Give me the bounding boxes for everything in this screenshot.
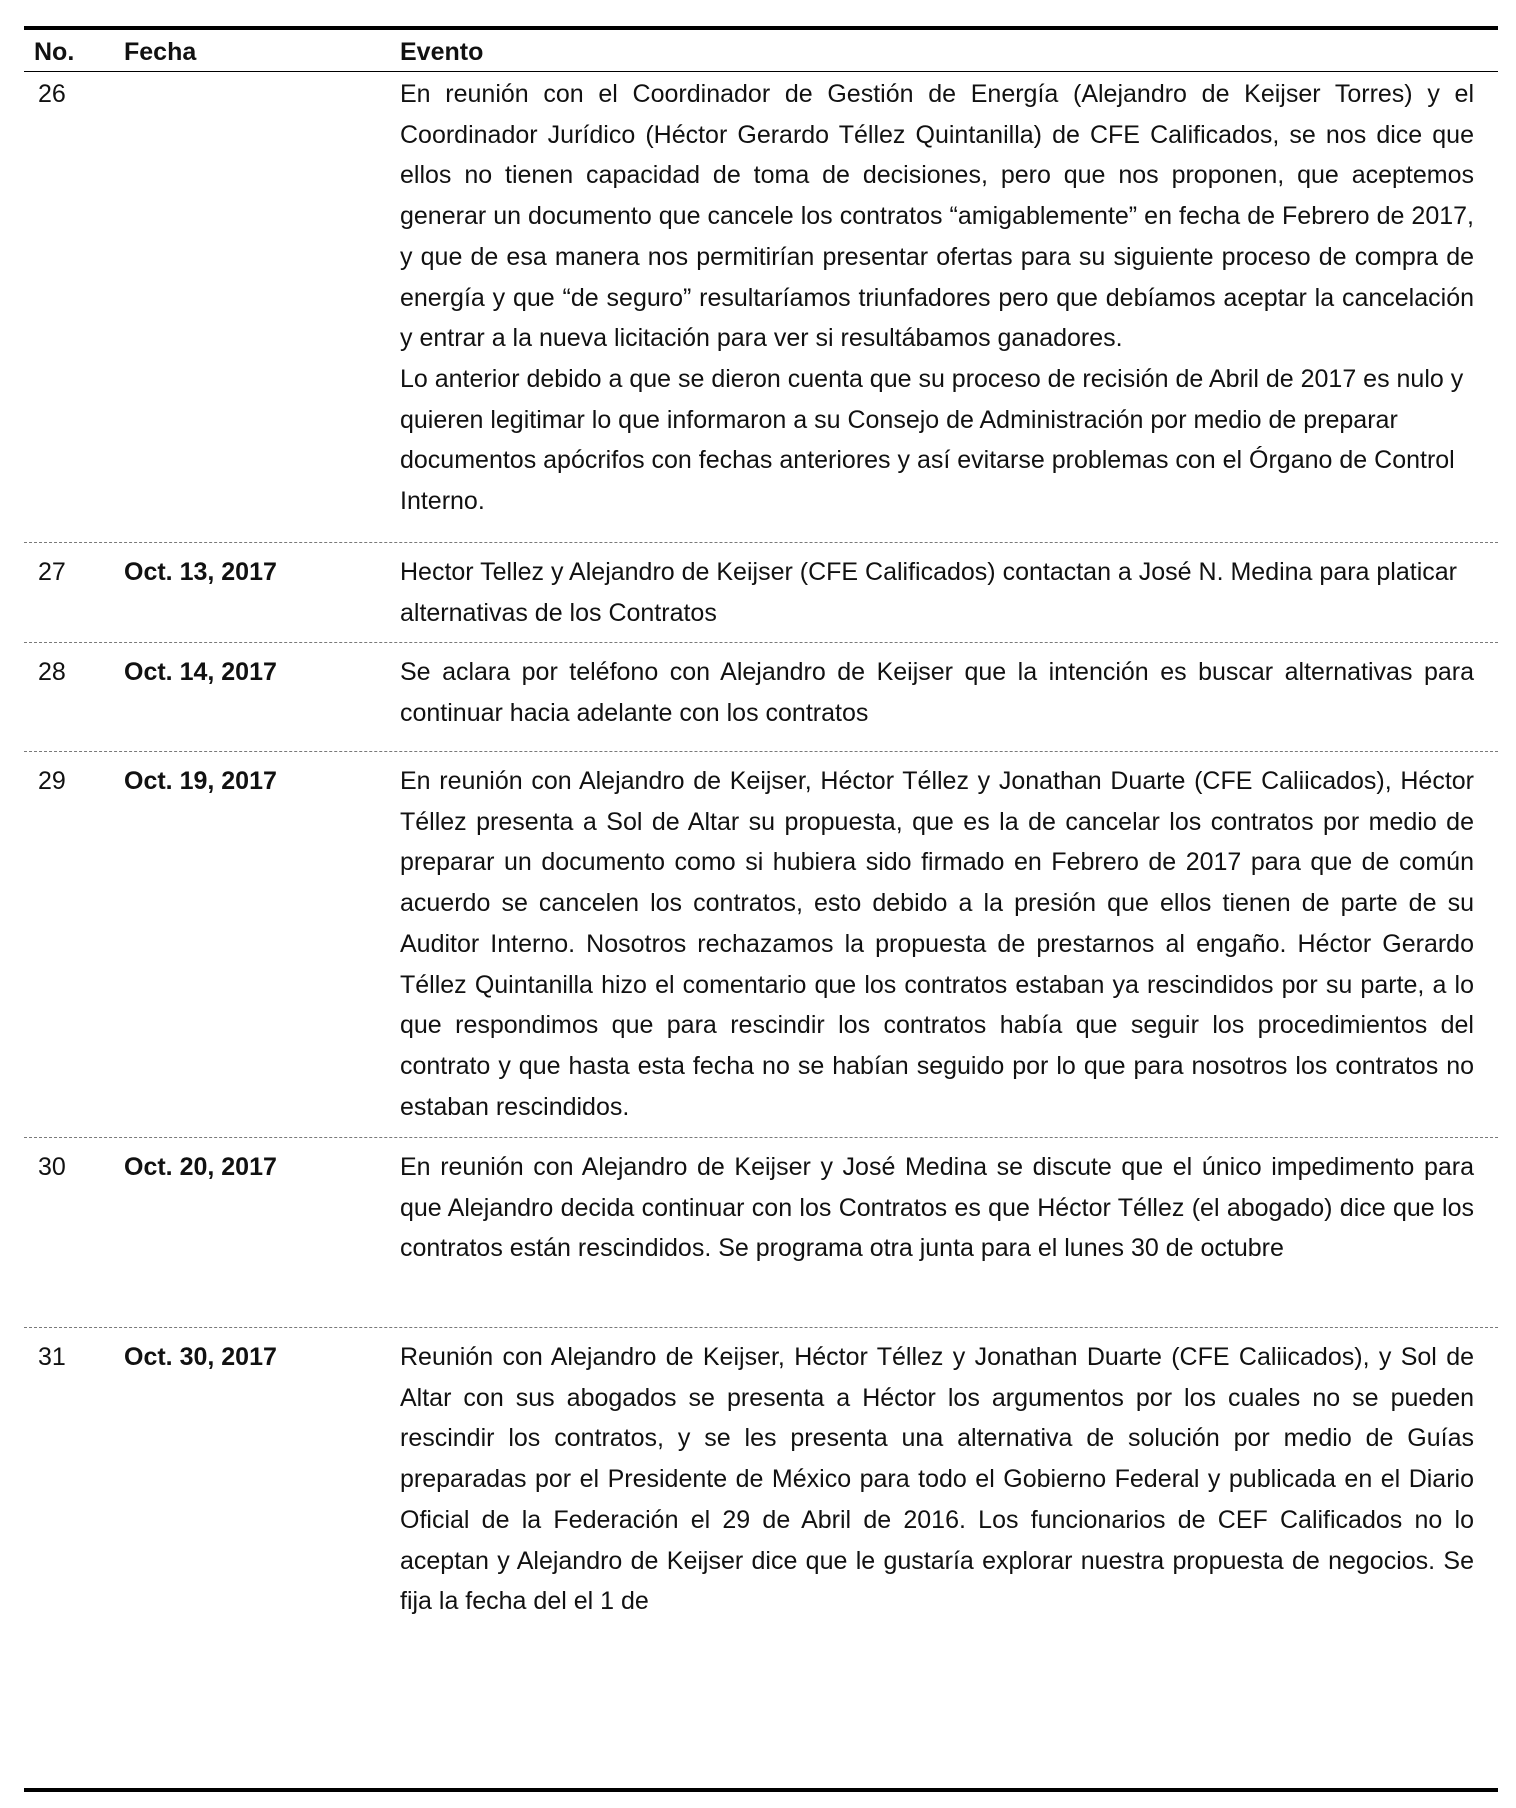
row-date: Oct. 19, 2017 [124,767,277,795]
row-event [356,552,1498,633]
header-fecha: Fecha [124,38,197,66]
event-paragraph: En reunión con Alejandro de Keijser y José Medina se discute que el único impedimento para que Alejandro decida continuar con los Contratos es que Héctor Téllez (el abogado) dice que los contratos están rescindidos. Se programa otra junta para el lunes 30 de octubre [400,1153,1474,1263]
table-row [24,72,1498,542]
event-paragraph: Lo anterior debido a que se dieron cuenta que su proceso de recisión de Abril de 2017 es nulo y quieren legitimar lo que informaron a su Consejo de Administración por medio de preparar documentos apócrifos con fechas anteriores y así evitarse problemas con el Órgano de Control Interno. [400,364,1464,516]
event-paragraph: Reunión con Alejandro de Keijser, Héctor Téllez y Jonathan Duarte (CFE Caliicados), y Sol de Altar con sus abogados se presenta a Héctor los argumentos por los cuales no se pueden rescindir los contratos, y se les presenta una alternativa de solución por medio de Guías preparadas por el Presidente de México para todo el Gobierno Federal y publicada en el Diario Oficial de la Federación el 29 de Abril de 2016. Los funcionarios de CEF Calificados no lo aceptan y Alejandro de Keijser dice que le gustaría explorar nuestra propuesta de negocios. Se fija la fecha del el 1 de [400,1343,1474,1616]
row-date: Oct. 13, 2017 [124,558,277,586]
row-date: Oct. 14, 2017 [124,658,277,686]
row-event [356,1147,1498,1269]
table-row [24,751,1498,1137]
event-paragraph: En reunión con el Coordinador de Gestión de Energía (Alejandro de Keijser Torres) y el Coordinador Jurídico (Héctor Gerardo Téllez Quintanilla) de CFE Calificados, se nos dice que ellos no tienen capacidad de toma de decisiones, pero que nos proponen, que aceptemos generar un documento que cancele los contratos “amigablemente” en fecha de Febrero de 2017, y que de esa manera nos permitirían presentar ofertas para su siguiente proceso de compra de energía y que “de seguro” resultaríamos triunfadores pero que debíamos aceptar la cancelación y entrar a la nueva licitación para ver si resultábamos ganadores. [400,80,1474,353]
header-evento: Evento [400,38,484,66]
row-number: 26 [38,80,66,108]
table-row [24,542,1498,642]
row-date: Oct. 30, 2017 [124,1343,277,1371]
row-event [356,761,1498,1127]
table-bottom-rule [24,1788,1498,1792]
row-event [356,74,1498,522]
row-number: 29 [38,767,66,795]
row-number: 30 [38,1153,66,1181]
row-number: 28 [38,658,66,686]
events-table [24,26,1498,1627]
event-paragraph: Se aclara por teléfono con Alejandro de Keijser que la intención es buscar alternativas para continuar hacia adelante con los contratos [400,658,1474,727]
row-number: 31 [38,1343,66,1371]
table-header [24,33,1498,72]
row-date: Oct. 20, 2017 [124,1153,277,1181]
table-row [24,1327,1498,1627]
row-number: 27 [38,558,66,586]
table-top-rule [24,26,1498,30]
row-event [356,652,1498,733]
table-row [24,1137,1498,1327]
row-event [356,1337,1498,1622]
table-row [24,642,1498,751]
event-paragraph: Hector Tellez y Alejandro de Keijser (CFE Calificados) contactan a José N. Medina para platicar alternativas de los Contratos [400,558,1457,627]
event-paragraph: En reunión con Alejandro de Keijser, Héctor Téllez y Jonathan Duarte (CFE Caliicados), Héctor Téllez presenta a Sol de Altar su propuesta, que es la de cancelar los contratos por medio de preparar un documento como si hubiera sido firmado en Febrero de 2017 para que de común acuerdo se cancelen los contratos, esto debido a la presión que ellos tienen de parte de su Auditor Interno. Nosotros rechazamos la propuesta de prestarnos al engaño. Héctor Gerardo Téllez Quintanilla hizo el comentario que los contratos estaban ya rescindidos por su parte, a lo que respondimos que para rescindir los contratos había que seguir los procedimientos del contrato y que hasta esta fecha no se habían seguido por lo que para nosotros los contratos no estaban rescindidos. [400,767,1474,1121]
header-no: No. [34,38,75,66]
